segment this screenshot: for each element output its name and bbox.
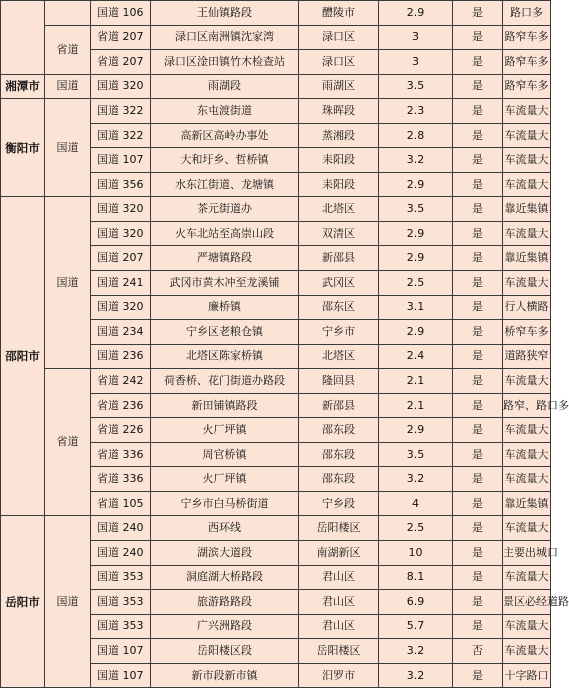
road-number-cell: 国道 353 [91, 590, 151, 615]
flag-cell: 是 [453, 614, 503, 639]
district-cell: 邵东区 [299, 295, 379, 320]
road-number-cell: 国道 322 [91, 99, 151, 124]
district-cell: 渌口区 [299, 25, 379, 50]
value-cell: 2.1 [379, 393, 453, 418]
district-cell: 北塔区 [299, 197, 379, 222]
road-number-cell: 省道 242 [91, 369, 151, 394]
issue-cell: 景区必经道路 [503, 590, 551, 615]
district-cell: 雨湖区 [299, 74, 379, 99]
flag-cell: 是 [453, 99, 503, 124]
road-section-cell: 洞庭湖大桥路段 [151, 565, 299, 590]
district-cell: 君山区 [299, 614, 379, 639]
road-section-cell: 新田铺镇路段 [151, 393, 299, 418]
road-type-cell: 国道 [45, 99, 91, 197]
district-cell: 君山区 [299, 565, 379, 590]
road-section-cell: 湖滨大道段 [151, 541, 299, 566]
road-section-cell: 武冈市黄木冲至龙溪铺 [151, 271, 299, 296]
road-section-cell: 廉桥镇 [151, 295, 299, 320]
flag-cell: 是 [453, 565, 503, 590]
road-number-cell: 国道 234 [91, 320, 151, 345]
value-cell: 2.5 [379, 271, 453, 296]
road-section-cell: 宁乡市白马桥街道 [151, 491, 299, 516]
road-number-cell: 国道 320 [91, 221, 151, 246]
value-cell: 3.5 [379, 442, 453, 467]
issue-cell: 车流量大 [503, 442, 551, 467]
value-cell: 2.9 [379, 320, 453, 345]
road-section-cell: 周官桥镇 [151, 442, 299, 467]
issue-cell: 十字路口 [503, 663, 551, 688]
road-type-cell [45, 1, 91, 26]
road-number-cell: 国道 107 [91, 639, 151, 664]
flag-cell: 是 [453, 295, 503, 320]
road-number-cell: 省道 207 [91, 50, 151, 75]
issue-cell: 路口多 [503, 1, 551, 26]
issue-cell: 车流量大 [503, 639, 551, 664]
city-cell [1, 1, 45, 75]
road-section-cell: 火车北站至高崇山段 [151, 221, 299, 246]
issue-cell: 靠近集镇 [503, 246, 551, 271]
city-cell: 衡阳市 [1, 99, 45, 197]
district-cell: 南湖新区 [299, 541, 379, 566]
value-cell: 2.3 [379, 99, 453, 124]
table-row [1, 99, 551, 124]
road-section-cell: 广兴洲路段 [151, 614, 299, 639]
issue-cell: 车流量大 [503, 99, 551, 124]
flag-cell: 是 [453, 148, 503, 173]
flag-cell: 是 [453, 50, 503, 75]
road-section-cell: 渌口区南洲镇沈家湾 [151, 25, 299, 50]
flag-cell: 是 [453, 74, 503, 99]
issue-cell: 靠近集镇 [503, 491, 551, 516]
value-cell: 8.1 [379, 565, 453, 590]
district-cell: 邵东段 [299, 442, 379, 467]
road-section-cell: 王仙镇路段 [151, 1, 299, 26]
road-section-cell: 新市段新市镇 [151, 663, 299, 688]
district-cell: 隆回县 [299, 369, 379, 394]
road-section-cell: 荷香桥、花门街道办路段 [151, 369, 299, 394]
district-cell: 邵东段 [299, 467, 379, 492]
road-section-cell: 宁乡区老粮仓镇 [151, 320, 299, 345]
issue-cell: 路窄、路口多 [503, 393, 551, 418]
district-cell: 渌口区 [299, 50, 379, 75]
flag-cell: 是 [453, 25, 503, 50]
district-cell: 汨罗市 [299, 663, 379, 688]
flag-cell: 是 [453, 541, 503, 566]
issue-cell: 路窄车多 [503, 50, 551, 75]
issue-cell: 车流量大 [503, 467, 551, 492]
issue-cell: 路窄车多 [503, 74, 551, 99]
flag-cell: 否 [453, 639, 503, 664]
road-number-cell: 国道 353 [91, 614, 151, 639]
flag-cell: 是 [453, 197, 503, 222]
road-section-cell: 北塔区陈家桥镇 [151, 344, 299, 369]
issue-cell: 道路狭窄 [503, 344, 551, 369]
value-cell: 2.9 [379, 1, 453, 26]
road-type-cell: 国道 [45, 74, 91, 99]
value-cell: 3.2 [379, 639, 453, 664]
district-cell: 武冈区 [299, 271, 379, 296]
road-section-cell: 东屯渡街道 [151, 99, 299, 124]
road-section-cell: 茶元街道办 [151, 197, 299, 222]
value-cell: 3.5 [379, 74, 453, 99]
issue-cell: 车流量大 [503, 271, 551, 296]
issue-cell: 车流量大 [503, 614, 551, 639]
district-cell: 邵东段 [299, 418, 379, 443]
flag-cell: 是 [453, 221, 503, 246]
road-number-cell: 国道 207 [91, 246, 151, 271]
table-row [1, 369, 551, 394]
road-number-cell: 省道 336 [91, 467, 151, 492]
road-section-cell: 严塘镇路段 [151, 246, 299, 271]
road-number-cell: 省道 207 [91, 25, 151, 50]
value-cell: 3.5 [379, 197, 453, 222]
value-cell: 2.1 [379, 369, 453, 394]
road-number-cell: 国道 107 [91, 663, 151, 688]
road-section-cell: 雨湖段 [151, 74, 299, 99]
district-cell: 蒸湘段 [299, 123, 379, 148]
city-cell: 岳阳市 [1, 516, 45, 688]
road-number-cell: 国道 240 [91, 541, 151, 566]
issue-cell: 主要出城口 [503, 541, 551, 566]
road-section-cell: 岳阳楼区段 [151, 639, 299, 664]
district-cell: 岳阳楼区 [299, 516, 379, 541]
issue-cell: 车流量大 [503, 123, 551, 148]
issue-cell: 车流量大 [503, 172, 551, 197]
district-cell: 君山区 [299, 590, 379, 615]
road-number-cell: 国道 236 [91, 344, 151, 369]
value-cell: 2.4 [379, 344, 453, 369]
value-cell: 2.8 [379, 123, 453, 148]
road-section-cell: 火厂坪镇 [151, 418, 299, 443]
road-number-cell: 国道 240 [91, 516, 151, 541]
road-type-cell: 国道 [45, 516, 91, 688]
flag-cell: 是 [453, 516, 503, 541]
issue-cell: 行人横路 [503, 295, 551, 320]
road-number-cell: 省道 236 [91, 393, 151, 418]
road-number-cell: 国道 320 [91, 74, 151, 99]
flag-cell: 是 [453, 344, 503, 369]
value-cell: 2.5 [379, 516, 453, 541]
issue-cell: 车流量大 [503, 418, 551, 443]
flag-cell: 是 [453, 663, 503, 688]
value-cell: 3 [379, 25, 453, 50]
road-number-cell: 国道 320 [91, 197, 151, 222]
district-cell: 醴陵市 [299, 1, 379, 26]
road-section-cell: 西环线 [151, 516, 299, 541]
value-cell: 2.9 [379, 172, 453, 197]
table-row [1, 1, 551, 26]
value-cell: 3.2 [379, 467, 453, 492]
road-section-cell: 旅游路路段 [151, 590, 299, 615]
flag-cell: 是 [453, 246, 503, 271]
issue-cell: 车流量大 [503, 221, 551, 246]
district-cell: 新邵县 [299, 246, 379, 271]
district-cell: 耒阳段 [299, 172, 379, 197]
flag-cell: 是 [453, 491, 503, 516]
road-type-cell: 省道 [45, 369, 91, 516]
flag-cell: 是 [453, 320, 503, 345]
issue-cell: 桥窄车多 [503, 320, 551, 345]
city-cell: 湘潭市 [1, 74, 45, 99]
value-cell: 2.9 [379, 418, 453, 443]
value-cell: 3 [379, 50, 453, 75]
road-section-cell: 高新区高岭办事处 [151, 123, 299, 148]
issue-cell: 靠近集镇 [503, 197, 551, 222]
table-row [1, 25, 551, 50]
flag-cell: 是 [453, 172, 503, 197]
flag-cell: 是 [453, 123, 503, 148]
road-type-cell: 国道 [45, 197, 91, 369]
issue-cell: 车流量大 [503, 565, 551, 590]
road-number-cell: 国道 241 [91, 271, 151, 296]
issue-cell: 路窄车多 [503, 25, 551, 50]
table-row [1, 74, 551, 99]
issue-cell: 车流量大 [503, 369, 551, 394]
district-cell: 耒阳段 [299, 148, 379, 173]
flag-cell: 是 [453, 418, 503, 443]
road-number-cell: 国道 320 [91, 295, 151, 320]
road-number-cell: 省道 226 [91, 418, 151, 443]
value-cell: 5.7 [379, 614, 453, 639]
value-cell: 6.9 [379, 590, 453, 615]
table-body [1, 1, 569, 688]
value-cell: 4 [379, 491, 453, 516]
road-number-cell: 省道 336 [91, 442, 151, 467]
city-cell: 邵阳市 [1, 197, 45, 516]
value-cell: 3.2 [379, 663, 453, 688]
table-row [1, 516, 551, 541]
issue-cell: 车流量大 [503, 516, 551, 541]
road-number-cell: 国道 106 [91, 1, 151, 26]
district-cell: 珠晖段 [299, 99, 379, 124]
value-cell: 2.9 [379, 246, 453, 271]
road-number-cell: 国道 353 [91, 565, 151, 590]
road-number-cell: 国道 322 [91, 123, 151, 148]
road-section-cell: 渌口区淦田镇竹木检查站 [151, 50, 299, 75]
district-cell: 新邵县 [299, 393, 379, 418]
flag-cell: 是 [453, 271, 503, 296]
value-cell: 3.1 [379, 295, 453, 320]
road-section-cell: 火厂坪镇 [151, 467, 299, 492]
district-cell: 双清区 [299, 221, 379, 246]
flag-cell: 是 [453, 442, 503, 467]
road-number-cell: 省道 105 [91, 491, 151, 516]
table-row [1, 197, 551, 222]
road-number-cell: 国道 356 [91, 172, 151, 197]
road-section-cell: 大和圩乡、哲桥镇 [151, 148, 299, 173]
district-cell: 岳阳楼区 [299, 639, 379, 664]
road-number-cell: 国道 107 [91, 148, 151, 173]
district-cell: 北塔区 [299, 344, 379, 369]
district-cell: 宁乡市 [299, 320, 379, 345]
district-cell: 宁乡段 [299, 491, 379, 516]
issue-cell: 车流量大 [503, 148, 551, 173]
flag-cell: 是 [453, 467, 503, 492]
flag-cell: 是 [453, 590, 503, 615]
road-type-cell: 省道 [45, 25, 91, 74]
value-cell: 2.9 [379, 221, 453, 246]
road-section-cell: 水东江街道、龙塘镇 [151, 172, 299, 197]
value-cell: 3.2 [379, 148, 453, 173]
flag-cell: 是 [453, 369, 503, 394]
flag-cell: 是 [453, 393, 503, 418]
value-cell: 10 [379, 541, 453, 566]
flag-cell: 是 [453, 1, 503, 26]
